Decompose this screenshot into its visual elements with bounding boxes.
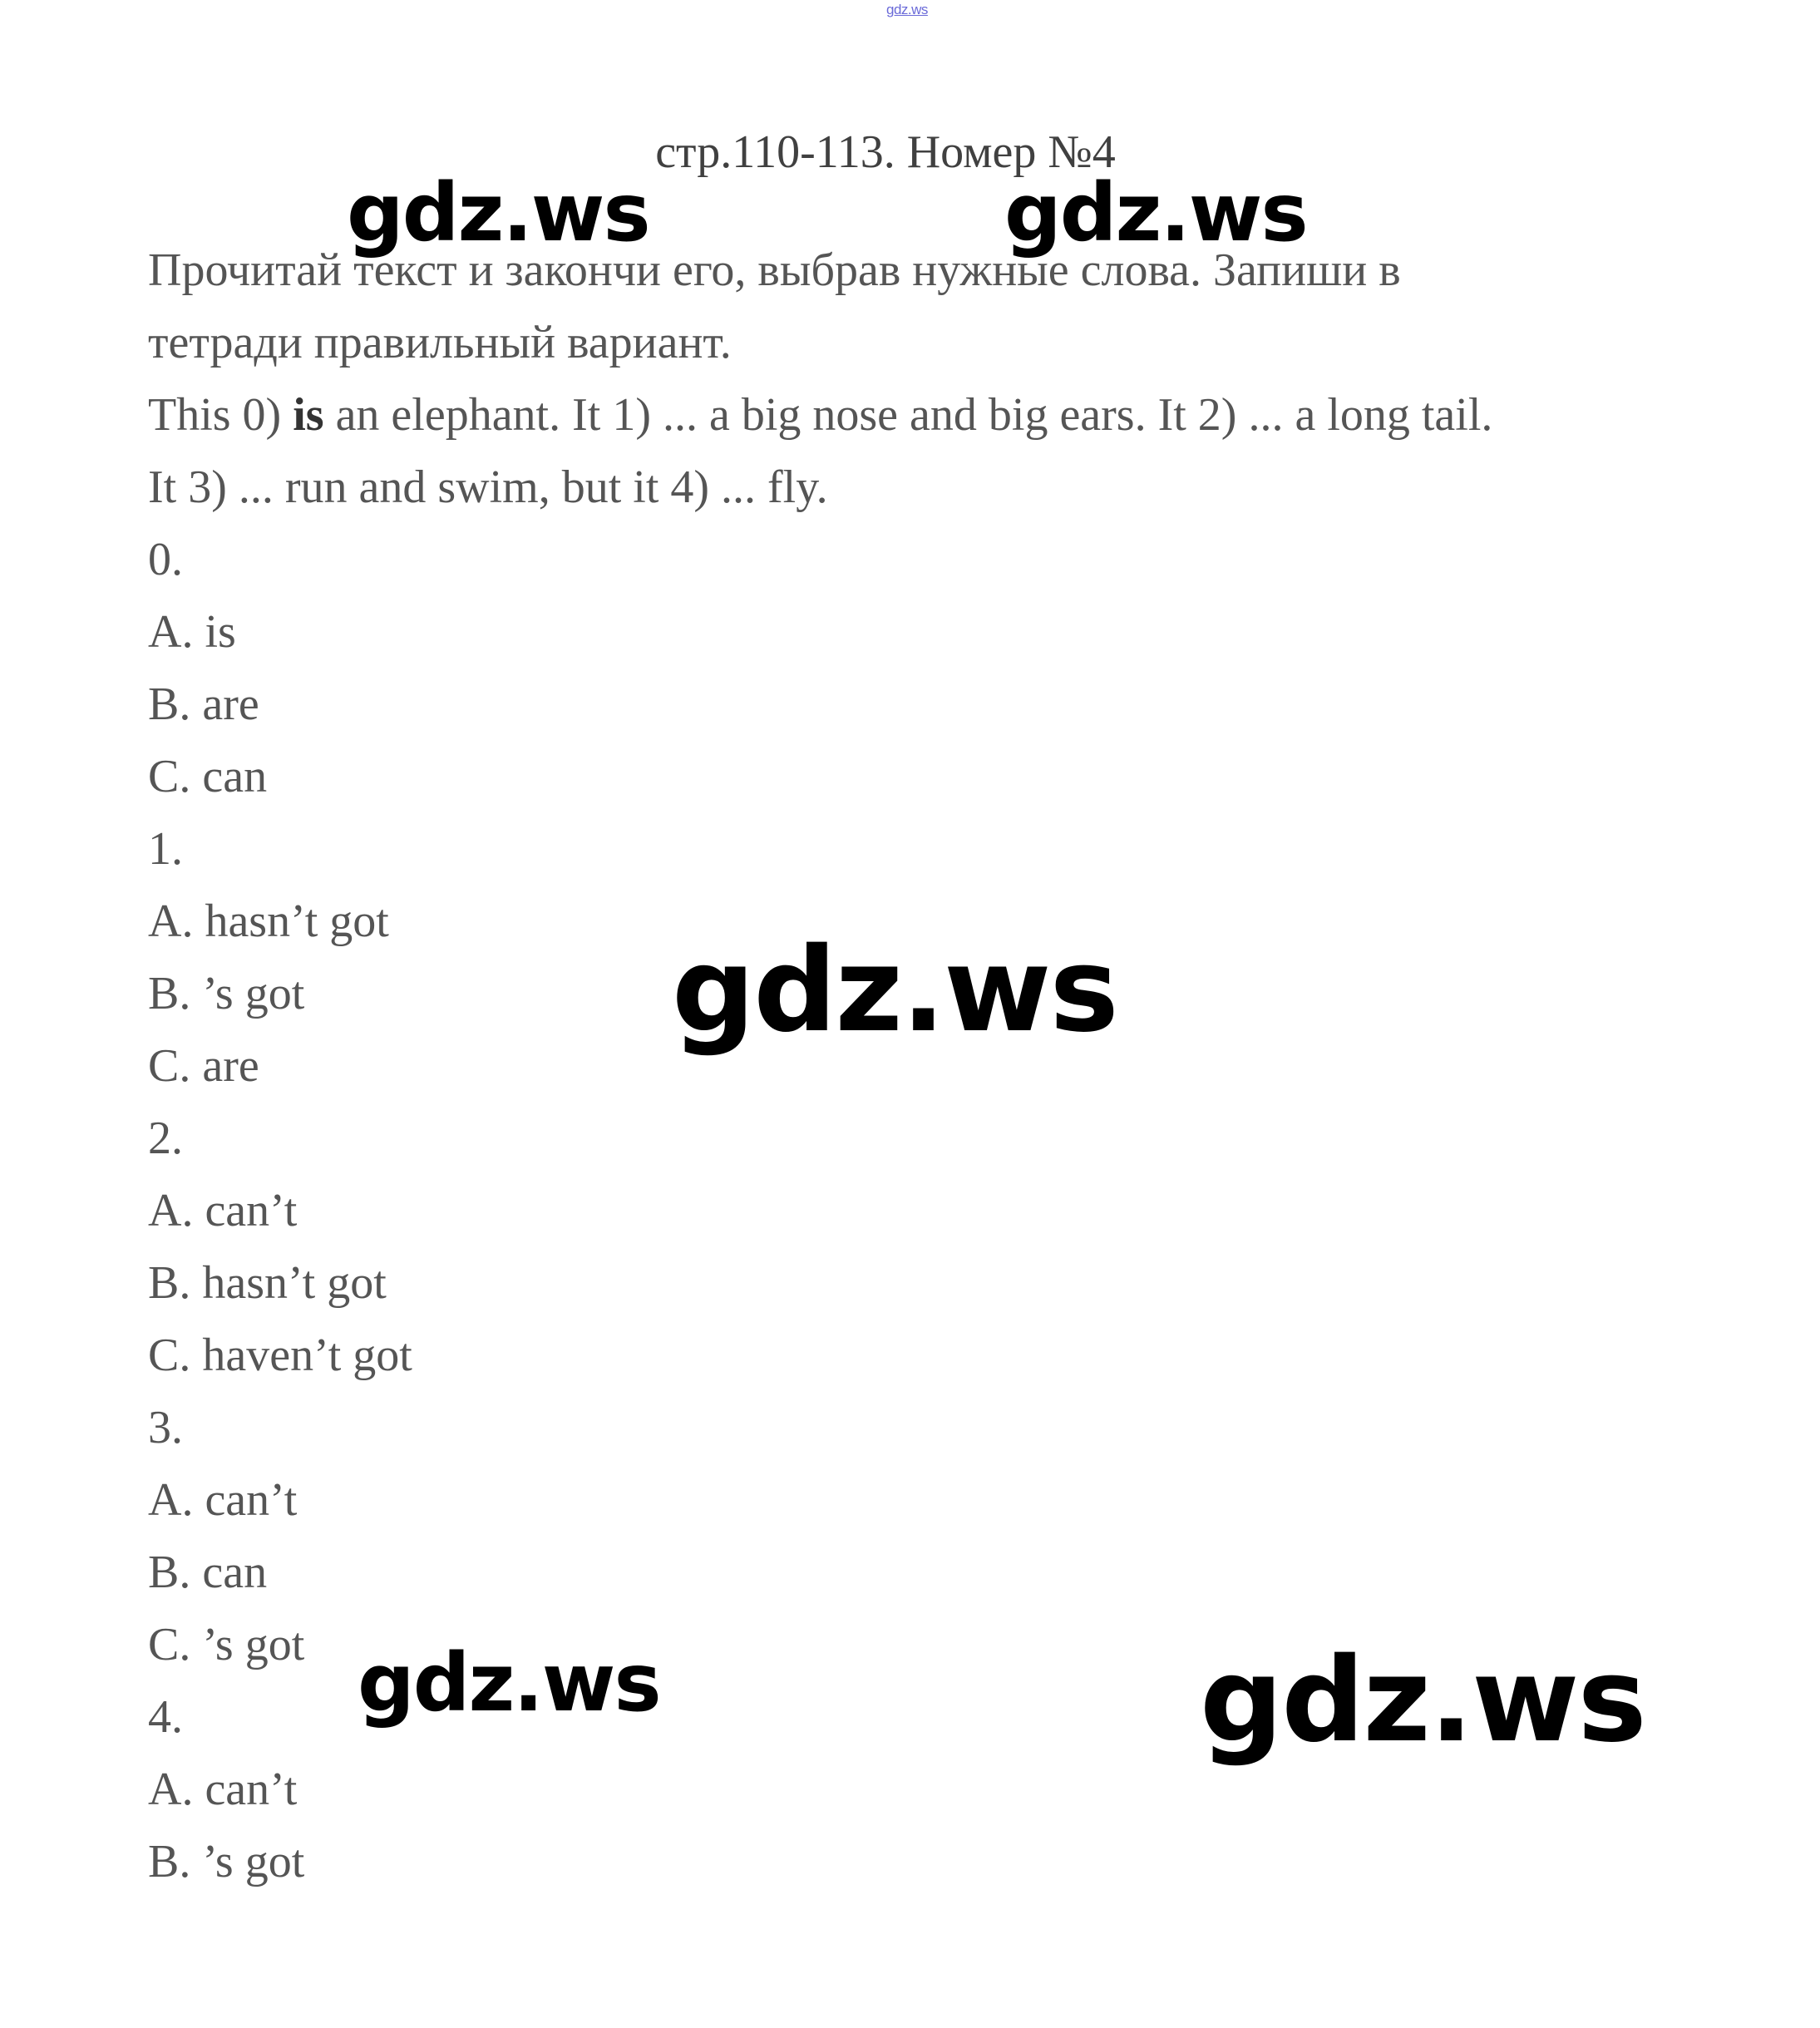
instruction-line-1: Прочитай текст и закончи его, выбрав нужные слова. Запиши в [148, 244, 1401, 296]
watermark: gdz.ws [1200, 1633, 1645, 1769]
answer-option: B. ’s got [148, 1836, 305, 1887]
answer-option: B. are [148, 678, 259, 730]
watermark: gdz.ws [347, 166, 649, 259]
answer-option: B. can [148, 1547, 268, 1598]
question-number: 3. [148, 1402, 183, 1453]
answer-option: A. can’t [148, 1764, 298, 1815]
answer-option: C. haven’t got [148, 1330, 412, 1381]
exercise-text-rest: an elephant. It 1) ... a big nose and big ears. It 2) ... a long tail. [323, 389, 1493, 441]
exercise-text-start: This 0) [148, 389, 293, 441]
exercise-text-line-2: It 3) ... run and swim, but it 4) ... fly. [148, 461, 828, 513]
answer-option: A. hasn’t got [148, 896, 389, 947]
watermark: gdz.ws [672, 923, 1117, 1058]
instruction-line-2: тетради правильный вариант. [148, 317, 732, 368]
example-answer: is [293, 389, 324, 441]
answer-option: C. are [148, 1040, 259, 1092]
question-number: 4. [148, 1691, 183, 1743]
answer-option: C. can [148, 751, 268, 802]
watermark: gdz.ws [1004, 166, 1307, 259]
answer-option: A. can’t [148, 1474, 298, 1526]
question-number: 1. [148, 823, 183, 875]
watermark: gdz.ws [358, 1636, 660, 1729]
page-title: стр.110-113. Номер №4 [655, 126, 1116, 178]
answer-option: A. can’t [148, 1185, 298, 1236]
answer-option: C. ’s got [148, 1619, 305, 1670]
question-number: 2. [148, 1113, 183, 1164]
top-watermark-link: gdz.ws [886, 2, 928, 17]
exercise-text-line-1 [148, 379, 1728, 451]
answer-option: B. ’s got [148, 968, 305, 1019]
question-number: 0. [148, 534, 183, 585]
answer-option: B. hasn’t got [148, 1257, 387, 1309]
answer-option: A. is [148, 606, 236, 658]
